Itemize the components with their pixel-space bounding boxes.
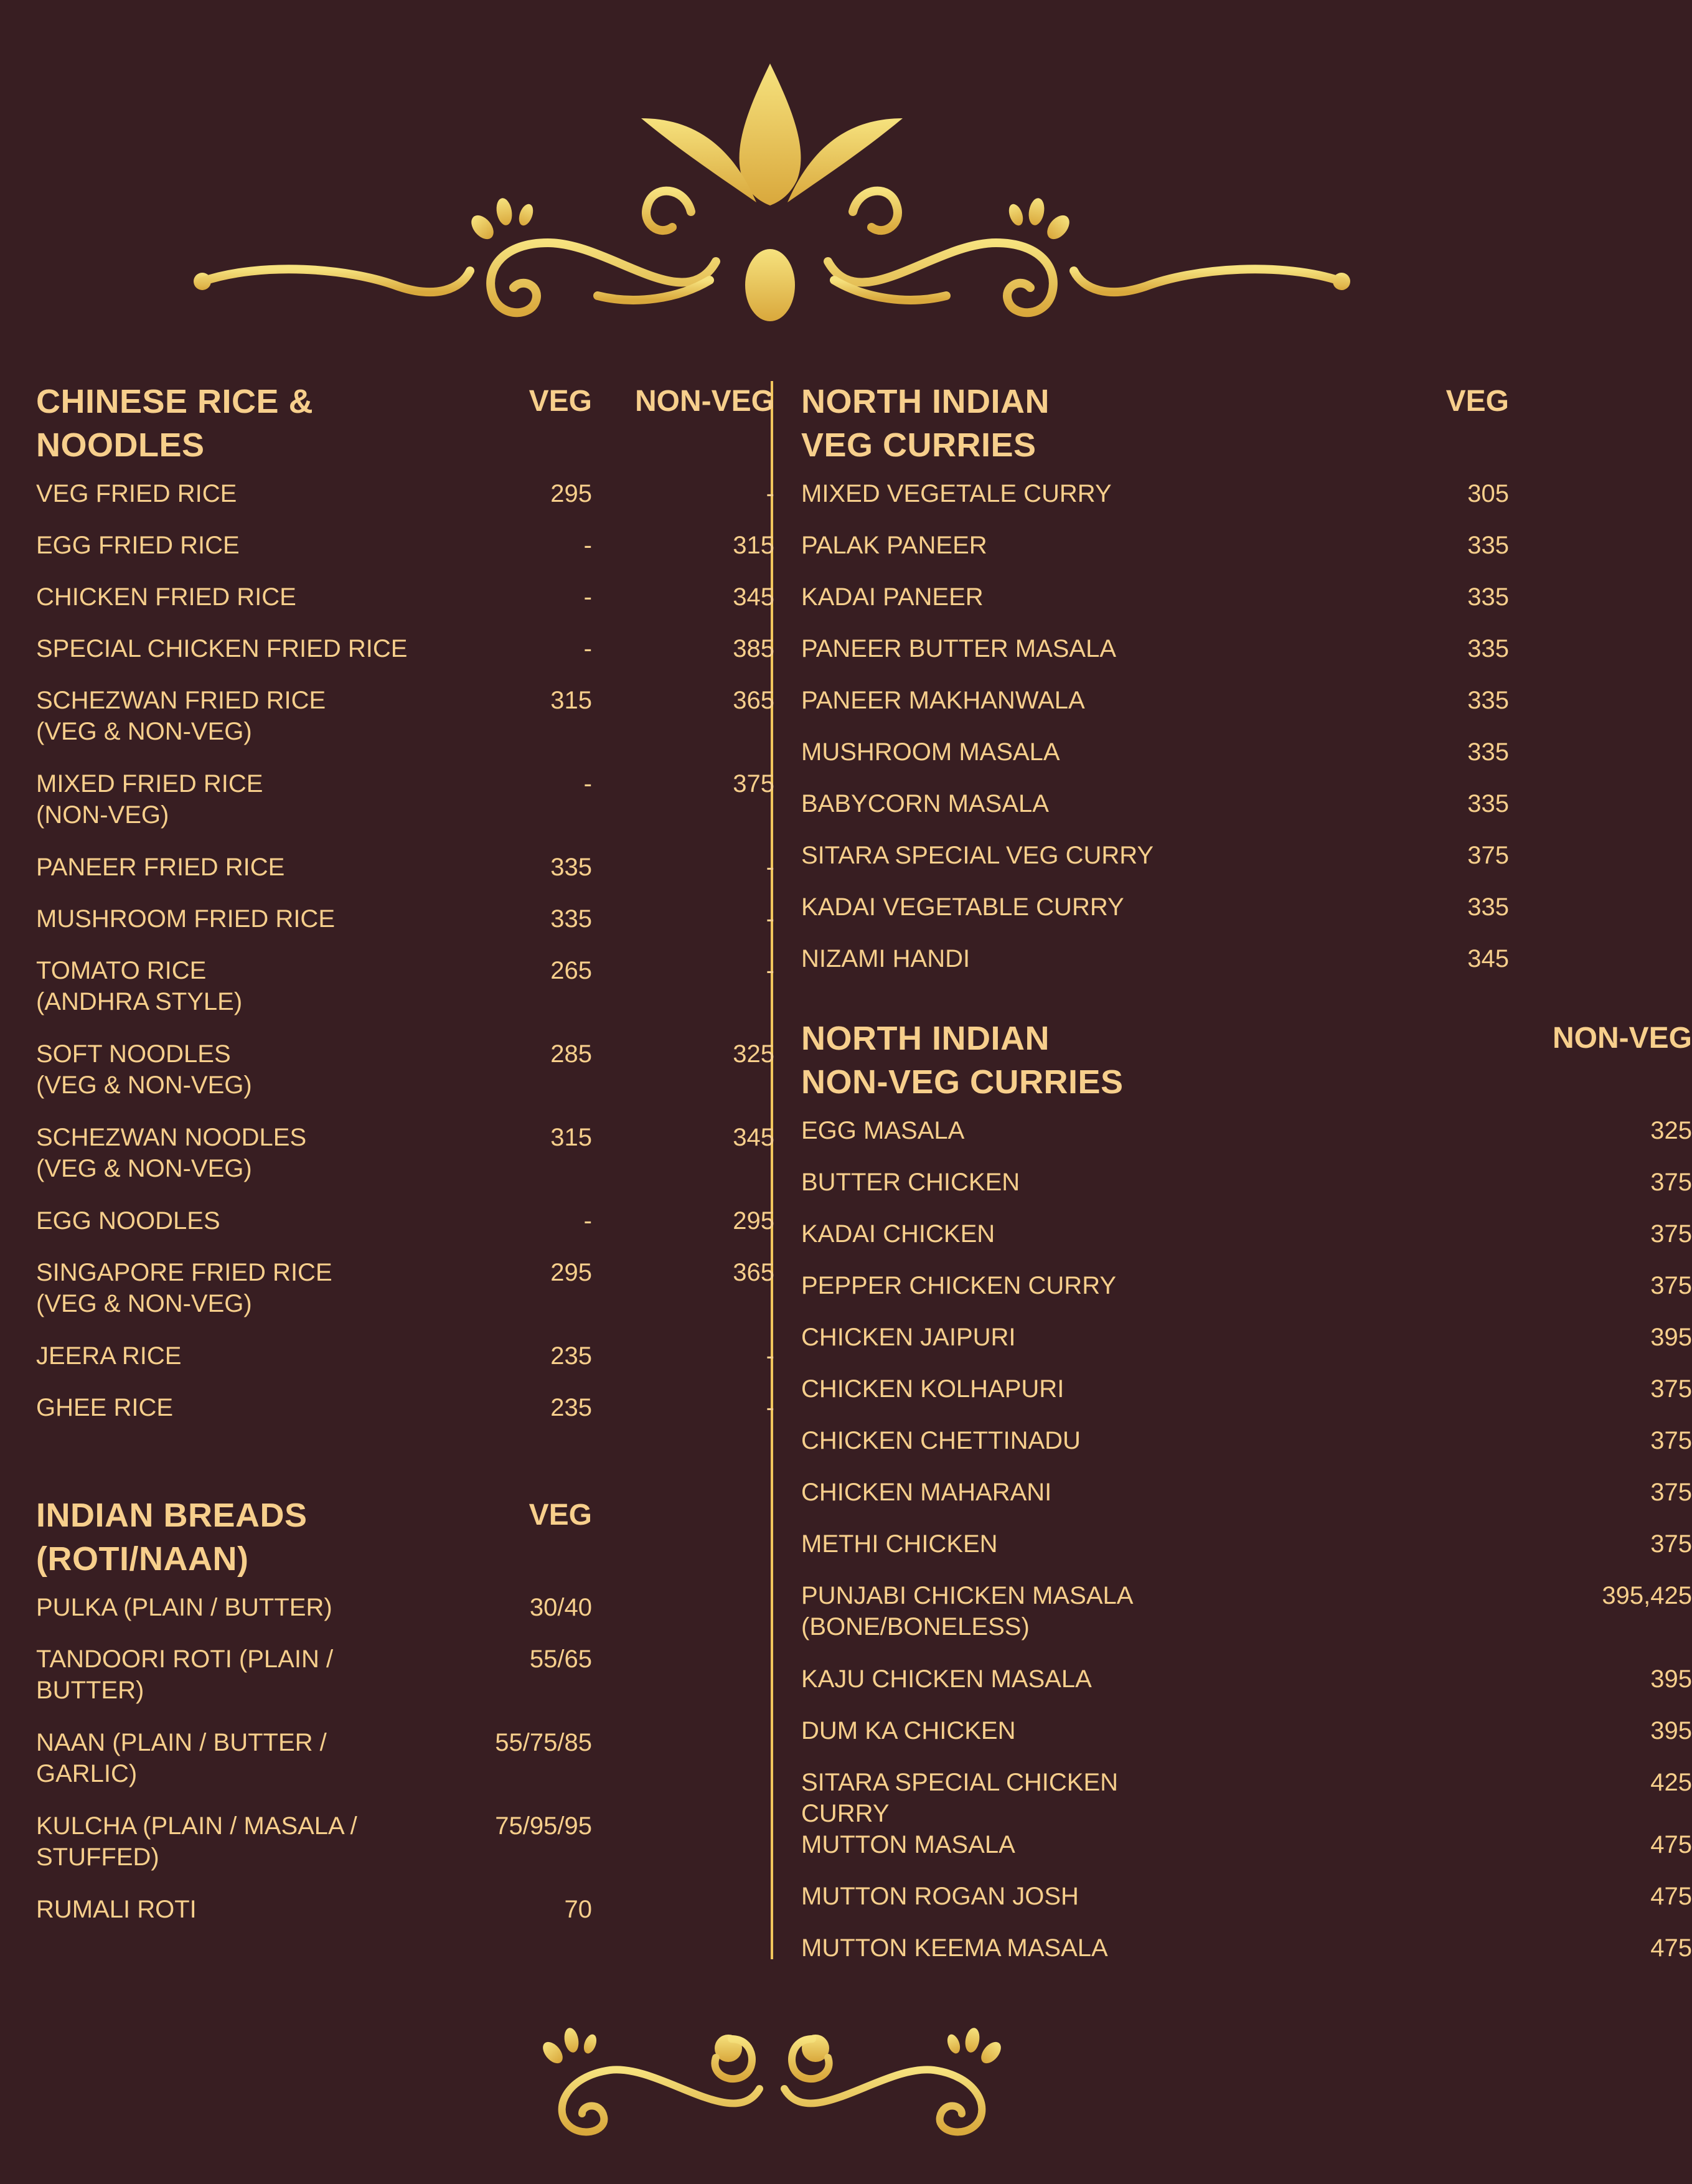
item-name: METHI CHICKEN [801, 1530, 998, 1558]
veg-column-header: VEG [1445, 385, 1509, 418]
item-name: PEPPER CHICKEN CURRY [801, 1272, 1117, 1299]
veg-price: - [583, 532, 592, 559]
item-name: VEG FRIED RICE [36, 480, 237, 507]
menu-item-list [36, 1592, 740, 1946]
menu-item [36, 633, 774, 685]
menu-item [801, 788, 1509, 840]
veg-price: 335 [1467, 893, 1509, 921]
item-name: MUSHROOM MASALA [801, 738, 1060, 766]
veg-price: 335 [1467, 738, 1509, 766]
menu-item [36, 1727, 740, 1810]
menu-item [801, 1218, 1692, 1270]
column-divider [771, 381, 773, 1959]
veg-price: 75/95/95 [495, 1812, 592, 1840]
veg-price: 335 [550, 854, 592, 881]
item-name: SITARA SPECIAL VEG CURRY [801, 842, 1154, 869]
nonveg-price: 375 [1650, 1220, 1692, 1248]
menu-item-list [36, 478, 774, 1444]
menu-item [36, 1810, 740, 1894]
menu-item [801, 1425, 1692, 1477]
item-name: MUTTON ROGAN JOSH [801, 1883, 1079, 1910]
section-title: NORTH INDIAN VEG CURRIES [801, 383, 1050, 464]
menu-item-list [801, 478, 1509, 995]
item-name: CHICKEN JAIPURI [801, 1324, 1016, 1351]
menu-item [36, 1392, 774, 1444]
menu-item [36, 1205, 774, 1257]
veg-price: 335 [1467, 687, 1509, 714]
item-name: RUMALI ROTI [36, 1896, 197, 1923]
nonveg-price: 395,425 [1602, 1582, 1692, 1609]
item-name: PANEER FRIED RICE [36, 854, 285, 881]
menu-item [801, 1580, 1692, 1664]
veg-price: 55/75/85 [495, 1729, 592, 1756]
nonveg-price: 375 [1650, 1375, 1692, 1403]
menu-item [801, 1881, 1692, 1932]
section-indian-breads [36, 1494, 740, 1946]
item-name: TOMATO RICE (ANDHRA STYLE) [36, 957, 243, 1015]
nonveg-price: - [766, 480, 774, 507]
nonveg-price: 475 [1650, 1934, 1692, 1962]
top-flourish-ornament [0, 56, 1544, 330]
item-name: SCHEZWAN NOODLES (VEG & NON-VEG) [36, 1124, 307, 1182]
nonveg-price: 375 [1650, 1427, 1692, 1454]
menu-item [801, 1715, 1692, 1767]
veg-column-header: VEG [529, 1499, 592, 1532]
veg-price: 315 [550, 1124, 592, 1151]
menu-item [801, 530, 1509, 581]
item-name: EGG NOODLES [36, 1207, 220, 1235]
item-name: SINGAPORE FRIED RICE (VEG & NON-VEG) [36, 1259, 332, 1317]
item-name: KADAI PANEER [801, 583, 984, 611]
item-name: SITARA SPECIAL CHICKEN CURRY [801, 1769, 1119, 1827]
nonveg-price: 395 [1650, 1324, 1692, 1351]
item-name: KADAI CHICKEN [801, 1220, 995, 1248]
item-name: PUNJABI CHICKEN MASALA (BONE/BONELESS) [801, 1582, 1134, 1640]
menu-item [36, 768, 774, 852]
veg-price: 30/40 [529, 1594, 592, 1621]
item-name: PALAK PANEER [801, 532, 987, 559]
nonveg-price: 365 [733, 1259, 774, 1286]
section-north-indian-veg-curries [801, 380, 1509, 995]
menu-item [36, 852, 774, 903]
nonveg-price: 475 [1650, 1831, 1692, 1858]
left-column [36, 380, 774, 1946]
menu-item [36, 1038, 774, 1122]
veg-price: 235 [550, 1394, 592, 1421]
menu-item [801, 1829, 1692, 1881]
menu-item [801, 581, 1509, 633]
veg-price: 305 [1467, 480, 1509, 507]
section-title: CHINESE RICE & NOODLES [36, 383, 314, 464]
menu-item [801, 943, 1509, 995]
nonveg-price: 315 [733, 532, 774, 559]
menu-item [801, 892, 1509, 943]
item-name: NIZAMI HANDI [801, 945, 971, 972]
nonveg-price: 325 [1650, 1117, 1692, 1144]
veg-price: 315 [550, 687, 592, 714]
nonveg-price: 375 [1650, 1479, 1692, 1506]
menu-item [801, 478, 1509, 530]
menu-item [36, 1894, 740, 1946]
menu-item [36, 1122, 774, 1205]
menu-item [801, 737, 1509, 788]
veg-price: 335 [1467, 583, 1509, 611]
item-name: PANEER MAKHANWALA [801, 687, 1085, 714]
nonveg-price: 345 [733, 583, 774, 611]
item-name: PANEER BUTTER MASALA [801, 635, 1117, 662]
nonveg-price: 365 [733, 687, 774, 714]
veg-price: - [583, 635, 592, 662]
item-name: SCHEZWAN FRIED RICE (VEG & NON-VEG) [36, 687, 326, 745]
nonveg-price: - [766, 1342, 774, 1370]
nonveg-price: 475 [1650, 1883, 1692, 1910]
menu-item [36, 530, 774, 581]
item-name: JEERA RICE [36, 1342, 182, 1370]
menu-item-list [801, 1115, 1692, 1984]
nonveg-price: 395 [1650, 1717, 1692, 1744]
nonveg-price: - [766, 905, 774, 933]
nonveg-price: - [766, 957, 774, 984]
item-name: NAAN (PLAIN / BUTTER / GARLIC) [36, 1729, 327, 1787]
menu-item [801, 1322, 1692, 1373]
veg-price: 265 [550, 957, 592, 984]
menu-item [36, 478, 774, 530]
veg-price: 335 [1467, 532, 1509, 559]
item-name: EGG FRIED RICE [36, 532, 240, 559]
item-name: CHICKEN CHETTINADU [801, 1427, 1081, 1454]
item-name: MUSHROOM FRIED RICE [36, 905, 335, 933]
item-name: CHICKEN MAHARANI [801, 1479, 1052, 1506]
item-name: PULKA (PLAIN / BUTTER) [36, 1594, 332, 1621]
nonveg-price: 375 [1650, 1272, 1692, 1299]
menu-item [36, 1644, 740, 1727]
menu-item [36, 685, 774, 768]
item-name: CHICKEN KOLHAPURI [801, 1375, 1065, 1403]
item-name: MIXED FRIED RICE (NON-VEG) [36, 770, 263, 829]
menu-item [801, 1932, 1692, 1984]
menu-item [801, 1477, 1692, 1528]
nonveg-price: 375 [1650, 1530, 1692, 1558]
nonveg-price: 385 [733, 635, 774, 662]
item-name: KAJU CHICKEN MASALA [801, 1665, 1092, 1693]
menu-item [801, 685, 1509, 737]
menu-item [36, 581, 774, 633]
menu-item [801, 1664, 1692, 1715]
veg-price: 295 [550, 1259, 592, 1286]
menu-item [801, 1767, 1692, 1829]
item-name: EGG MASALA [801, 1117, 965, 1144]
veg-column-header: VEG [529, 385, 592, 418]
menu-item [36, 1340, 774, 1392]
item-name: TANDOORI ROTI (PLAIN / BUTTER) [36, 1645, 334, 1704]
menu-item [801, 1167, 1692, 1218]
item-name: CHICKEN FRIED RICE [36, 583, 296, 611]
nonveg-price: 375 [1650, 1169, 1692, 1196]
veg-price: 345 [1467, 945, 1509, 972]
veg-price: 285 [550, 1040, 592, 1068]
nonveg-price: 295 [733, 1207, 774, 1235]
menu-item [801, 1373, 1692, 1425]
veg-price: 335 [1467, 635, 1509, 662]
section-title: INDIAN BREADS (ROTI/NAAN) [36, 1497, 308, 1578]
section-chinese-rice-noodles [36, 380, 774, 1444]
item-name: BUTTER CHICKEN [801, 1169, 1020, 1196]
veg-price: 235 [550, 1342, 592, 1370]
menu-item [36, 1257, 774, 1340]
item-name: BABYCORN MASALA [801, 790, 1049, 817]
menu-item [801, 633, 1509, 685]
veg-price: 375 [1467, 842, 1509, 869]
item-name: KADAI VEGETABLE CURRY [801, 893, 1124, 921]
menu-item [36, 955, 774, 1038]
nonveg-price: 395 [1650, 1665, 1692, 1693]
menu-item [801, 840, 1509, 892]
bottom-flourish-ornament [0, 2014, 1544, 2139]
menu-item [36, 1592, 740, 1644]
item-name: MIXED VEGETALE CURRY [801, 480, 1112, 507]
nonveg-column-header: NON-VEG [634, 385, 774, 418]
menu-item [801, 1270, 1692, 1322]
nonveg-price: 375 [733, 770, 774, 798]
item-name: DUM KA CHICKEN [801, 1717, 1016, 1744]
nonveg-price: 325 [733, 1040, 774, 1068]
veg-price: - [583, 1207, 592, 1235]
veg-price: 295 [550, 480, 592, 507]
menu-item [801, 1528, 1692, 1580]
section-title: NORTH INDIAN NON-VEG CURRIES [801, 1020, 1124, 1101]
item-name: KULCHA (PLAIN / MASALA / STUFFED) [36, 1812, 357, 1871]
veg-price: 335 [1467, 790, 1509, 817]
nonveg-price: 345 [733, 1124, 774, 1151]
nonveg-price: 425 [1650, 1769, 1692, 1796]
item-name: MUTTON MASALA [801, 1831, 1015, 1858]
right-column [801, 380, 1692, 1984]
veg-price: - [583, 770, 592, 798]
nonveg-price: - [766, 1394, 774, 1421]
veg-price: 70 [564, 1896, 592, 1923]
veg-price: 55/65 [529, 1645, 592, 1673]
nonveg-price: - [766, 854, 774, 881]
item-name: SOFT NOODLES (VEG & NON-VEG) [36, 1040, 252, 1099]
item-name: MUTTON KEEMA MASALA [801, 1934, 1108, 1962]
item-name: GHEE RICE [36, 1394, 174, 1421]
veg-price: - [583, 583, 592, 611]
section-north-indian-nonveg-curries [801, 1017, 1692, 1984]
item-name: SPECIAL CHICKEN FRIED RICE [36, 635, 408, 662]
veg-price: 335 [550, 905, 592, 933]
nonveg-column-header: NON-VEG [1552, 1022, 1692, 1055]
menu-item [36, 903, 774, 955]
menu-item [801, 1115, 1692, 1167]
